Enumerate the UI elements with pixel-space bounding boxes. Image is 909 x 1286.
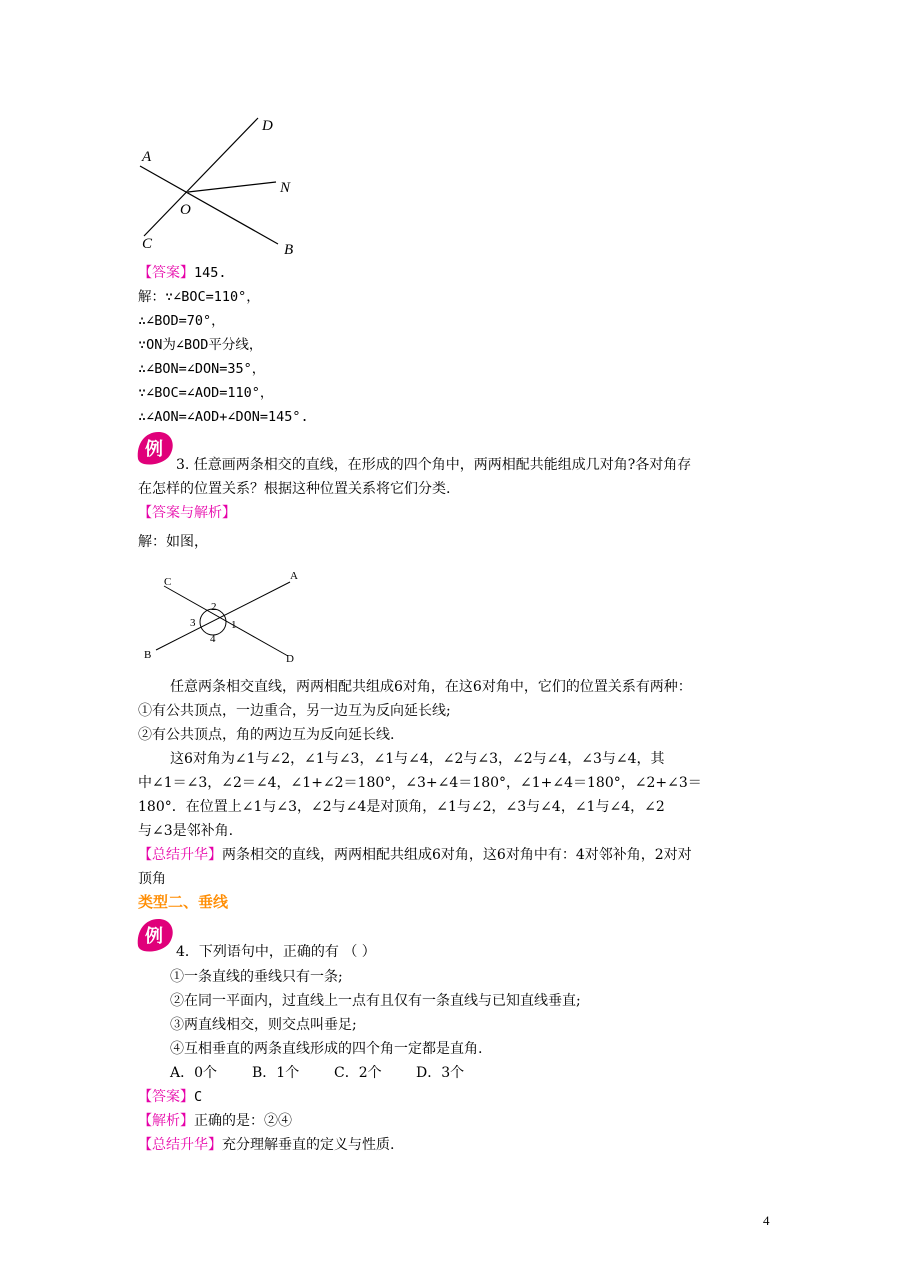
q3-body-line2: ①有公共顶点，一边重合，另一边互为反向延长线;	[138, 703, 451, 719]
figure-lines-aob-cod	[130, 108, 310, 260]
q4-answer-tag: 【答案】	[138, 1089, 194, 1105]
label-angle-2: 2	[211, 601, 217, 613]
label-d: D	[262, 118, 273, 134]
summary3-text: 两条相交的直线，两两相配共组成6对角，这6对角中有：4对邻补角，2对对	[222, 847, 692, 863]
q3-body-line3: ②有公共顶点，角的两边互为反向延长线.	[138, 727, 395, 743]
label-n: N	[280, 180, 291, 196]
q4-summary	[138, 1134, 394, 1157]
q3-body-line7: 与∠3是邻补角.	[138, 823, 234, 839]
q4-analysis	[138, 1110, 292, 1133]
solution-step-5: ∵∠BOC=∠AOD=110°，	[138, 385, 274, 401]
q3-intro: 解：如图，	[138, 534, 208, 550]
solution-step-1: 解：∵∠BOC=110°，	[138, 289, 260, 305]
q4-options	[170, 1062, 464, 1085]
section-heading: 类型二、垂线	[138, 893, 229, 911]
line-ba-2	[156, 582, 290, 650]
answer-line	[138, 262, 227, 285]
figure-intersecting-lines	[140, 566, 310, 670]
q4-item-2: ②在同一平面内，过直线上一点有且仅有一条直线与已知直线垂直;	[170, 993, 581, 1009]
q4-item-3: ③两直线相交，则交点叫垂足;	[170, 1017, 357, 1033]
q4-summary-tag: 【总结升华】	[138, 1137, 222, 1153]
q3-answer-tag: 【答案与解析】	[138, 505, 236, 521]
q3-body-line1: 任意两条相交直线，两两相配共组成6对角，在这6对角中，它们的位置关系有两种：	[170, 679, 692, 695]
answer-tag: 【答案】	[138, 265, 194, 281]
line-ab	[140, 166, 278, 244]
q3-stem-line1: 3. 任意画两条相交的直线，在形成的四个角中，两两相配共能组成几对角?各对角存	[176, 457, 692, 473]
q4-answer	[138, 1086, 202, 1109]
ray-on	[188, 182, 276, 192]
q4-summary-text: 充分理解垂直的定义与性质.	[222, 1137, 395, 1153]
q4-option-b: B．1个	[252, 1065, 300, 1081]
label-b-2: B	[144, 649, 152, 661]
q4-option-a: A．0个	[170, 1065, 218, 1081]
solution-step-2: ∴∠BOD=70°，	[138, 313, 225, 329]
q3-body-line5: 中∠1＝∠3，∠2＝∠4，∠1+∠2＝180°，∠3+∠4＝180°，∠1+∠4＝180°，∠2+∠3＝	[138, 775, 702, 791]
label-c: C	[142, 236, 153, 252]
solution-step-3: ∵ON为∠BOD平分线，	[138, 337, 263, 353]
q4-item-4: ④互相垂直的两条直线形成的四个角一定都是直角.	[170, 1041, 483, 1057]
q3-body-line6: 180°．在位置上∠1与∠3，∠2与∠4是对顶角，∠1与∠2，∠3与∠4，∠1与∠4，∠2	[138, 799, 665, 815]
q4-answer-value: C	[194, 1089, 203, 1105]
q4-option-d: D．3个	[416, 1065, 465, 1081]
answer-value: 145.	[194, 265, 227, 281]
label-o: O	[180, 202, 191, 218]
label-angle-1: 1	[231, 619, 237, 631]
summary3-line2: 顶角	[138, 871, 166, 887]
label-b: B	[284, 242, 294, 258]
label-a: A	[142, 149, 152, 165]
summary3-line1	[138, 844, 692, 867]
solution-step-6: ∴∠AON=∠AOD+∠DON=145°.	[138, 409, 309, 425]
q4-option-c: C．2个	[334, 1065, 382, 1081]
example-badge-icon	[134, 916, 174, 952]
summary3-tag: 【总结升华】	[138, 847, 222, 863]
q4-item-1: ①一条直线的垂线只有一条;	[170, 969, 343, 985]
q3-body-line4: 这6对角为∠1与∠2，∠1与∠3，∠1与∠4，∠2与∠3，∠2与∠4，∠3与∠4，其	[170, 751, 665, 767]
label-angle-4: 4	[210, 633, 216, 645]
q4-analysis-tag: 【解析】	[138, 1113, 194, 1129]
label-c-2: C	[164, 576, 172, 588]
example-badge-icon	[134, 429, 174, 465]
badge-char: 例	[145, 926, 163, 947]
page-number: 4	[763, 1213, 770, 1228]
q4-stem: 4．下列语句中，正确的有 （ ）	[176, 944, 376, 960]
label-angle-3: 3	[190, 617, 196, 629]
badge-char: 例	[145, 439, 163, 460]
line-cd	[144, 118, 258, 236]
solution-step-4: ∴∠BON=∠DON=35°，	[138, 361, 266, 377]
label-d-2: D	[286, 653, 294, 665]
q3-stem-line2: 在怎样的位置关系？根据这种位置关系将它们分类.	[138, 481, 451, 497]
q4-analysis-text: 正确的是：②④	[194, 1113, 292, 1129]
label-a-2: A	[290, 570, 298, 582]
